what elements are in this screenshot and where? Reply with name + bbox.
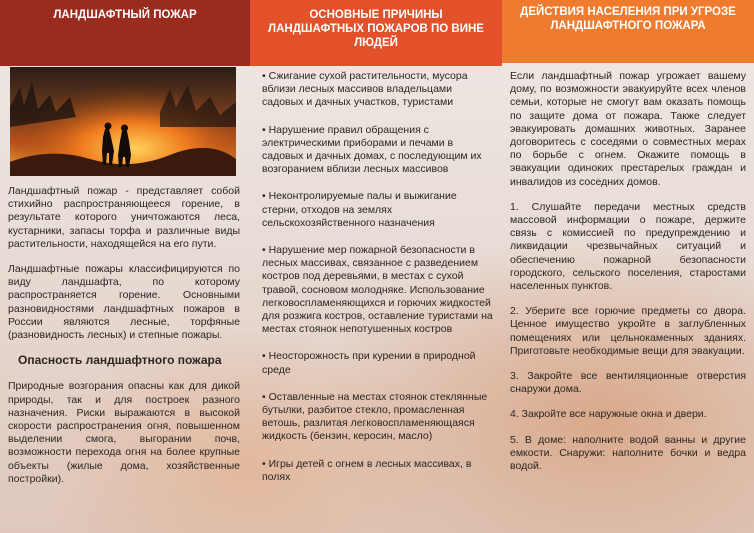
list-item: • Нарушение правил обращения с электрическими приборами и печами в садовых и дачных домах, с последующим их возгоранием вблизи лесных массивов	[262, 123, 482, 176]
list-item: 2. Уберите все горючие предметы со двора. Ценное имущество укройте в заглубленных помещениях или цельнокаменных зданиях. Приготовьте необходимые вещи для эвакуации.	[510, 305, 746, 357]
list-item: 1. Слушайте передачи местных средств массовой информации о пожаре, держите связь с комиссией по предупреждению и ликвидации чрезвычайных ситуаций и обеспечению пожарной безопасности городского, сельского поселения, старостами населенных пунктов.	[510, 200, 746, 293]
header-population-actions	[502, 0, 754, 63]
paragraph-intro: Если ландшафтный пожар угрожает вашему дому, по возможности эвакуируйте всех членов семьи, которые не смогут вам оказать помощь по защите дома от пожара. Также следует эвакуировать домашних животных. Заранее договоритесь с соседями о совместных мерах по борьбе с огнем. Окажите помощь в эвакуации одиноких престарелых граждан и инвалидов из соседних домов.	[510, 70, 746, 188]
header-landscape-fire	[0, 0, 250, 66]
paragraph-danger: Природные возгорания опасны как для дикой природы, так и для построек разного назначения. Риски выражаются в высокой скорости распространения огня, повышенном выделении смога, выгорании почв, возможности перехода огня на более крупные объекты (жилые дома, хозяйственные постройки).	[8, 380, 240, 485]
header-landscape-fire-title: ЛАНДШАФТНЫЙ ПОЖАР	[53, 9, 197, 21]
list-item: • Неконтролируемые палы и выжигание стерни, отходов на землях сельскохозяйственного назначения	[262, 190, 457, 229]
paragraph-definition: Ландшафтный пожар - представляет собой стихийно распространяющееся горение, в результате которого уничтожаются леса, кустарники, запасы торфа и различные виды растительности, находящейся на его пути.	[8, 185, 240, 250]
list-item: • Оставленные на местах стоянок стеклянные бутылки, разбитое стекло, промасленная ветошь, разлитая легковоспламеняющаяся жидкость (бензин, керосин, масло)	[262, 390, 488, 443]
list-item: • Неосторожность при курении в природной среде	[262, 350, 476, 376]
header-main-causes-title: ОСНОВНЫЕ ПРИЧИНЫ ЛАНДШАФТНЫХ ПОЖАРОВ ПО ВИНЕ ЛЮДЕЙ	[268, 9, 484, 49]
list-item: 4. Закройте все наружные окна и двери.	[510, 408, 707, 421]
list-item: • Нарушение мер пожарной безопасности в лесных массивах, связанное с разведением костров под деревьями, в местах с сухой травой, сосновом молодняке. Использование легковоспламеняющихся и горючих жидкостей для розжига костров, оставление туристами на местах стоянок непотушенных костров	[262, 244, 493, 336]
wildfire-photo	[10, 67, 236, 176]
column-landscape-fire	[8, 185, 240, 498]
list-item: • Игры детей с огнем в лесных массивах, в полях	[262, 457, 472, 483]
list-item: 5. В доме: наполните водой ванны и другие емкости. Снаружи: наполните бочки и ведра водой.	[510, 433, 746, 473]
subheading-danger: Опасность ландшафтного пожара	[18, 353, 222, 368]
column-main-causes	[262, 70, 494, 498]
paragraph-classification: Ландшафтные пожары классифицируются по виду ландшафта, по которому распространяется горение. Основными разновидностями ландшафтных пожаров в России являются лесные, торфяные (разновидность лесных) и степные пожары.	[8, 263, 240, 342]
header-population-actions-title: ДЕЙСТВИЯ НАСЕЛЕНИЯ ПРИ УГРОЗЕ ЛАНДШАФТНОГО ПОЖАРА	[520, 6, 736, 32]
list-item: • Сжигание сухой растительности, мусора вблизи лесных массивов владельцами садовых и дачных участков, туристами	[262, 70, 468, 109]
list-item: 3. Закройте все вентиляционные отверстия снаружи дома.	[510, 370, 746, 396]
header-main-causes	[250, 0, 502, 66]
column-population-actions	[510, 70, 746, 485]
